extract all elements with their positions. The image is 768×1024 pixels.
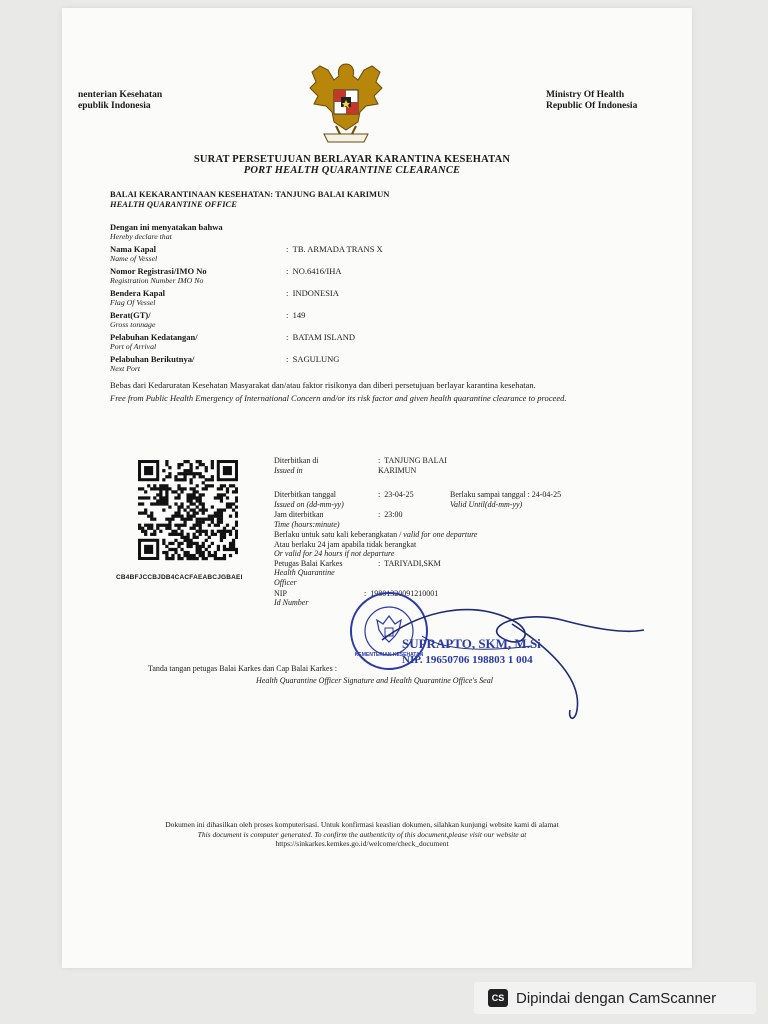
field-value: : SAGULUNG [286,354,340,364]
field-value: : BATAM ISLAND [286,332,355,342]
field-label-en: Gross tonnage [110,320,156,329]
field-row [110,288,630,310]
officer-label: Petugas Balai Karkes [274,558,343,568]
footer-line-id: Dokumen ini dihasilkan oleh proses komputerisasi. Untuk konfirmasi keaslian dokumen, silahkan kunjungi website kami di alamat [165,820,559,829]
document-footer [82,820,642,849]
time-row [274,510,654,530]
title-indonesian: SURAT PERSETUJUAN BERLAYAR KARANTINA KESEHATAN [193,154,511,165]
within-24h-note-id: Atau berlaku 24 jam apabila tidak berangkat [274,539,417,549]
field-label: Bendera Kapal [110,288,166,298]
issued-in-label: Diterbitkan di [274,456,319,465]
republic-name-id: epublik Indonesia [78,101,151,111]
camscanner-watermark [474,982,756,1014]
field-row [110,310,630,332]
officer-label-en-2: Officer [274,577,297,587]
issued-in-value: : TANJUNG BALAI KARIMUN [378,456,447,475]
qr-code-text: CB4BFJCCBJDB4CACFAEABCJGBAEI [116,574,243,581]
valid-until-value: 24-04-25 [531,490,562,499]
qr-code-block [116,460,243,581]
vessel-fields [110,244,630,376]
signatory-nip: NIP. 19650706 198803 1 004 [402,654,533,666]
officer-label-en: Health Quarantine [274,568,335,577]
camscanner-text: Dipindai dengan CamScanner [516,989,717,1007]
issued-in-row [274,456,654,490]
field-label: Pelabuhan Kedatangan/ [110,332,198,342]
valid-until-label-en: Valid Until(dd-mm-yy) [450,499,523,509]
field-value: : TB. ARMADA TRANS X [286,244,383,254]
issued-on-value: : 23-04-25 [378,490,414,499]
document-title [62,154,642,176]
field-row [110,244,630,266]
time-label-en: Time (hours:minute) [274,519,340,529]
issued-in-label-en: Issued in [274,465,303,475]
ministry-header-left [78,90,162,112]
field-value: : NO.6416/IHA [286,266,342,276]
document-page [62,8,692,968]
declaration [110,222,223,241]
valid-until-label: Berlaku sampai tanggal : 24-04-25 [450,490,562,499]
footer-line-en: This document is computer generated. To confirm the authenticity of this document,please visit our website at [197,829,527,839]
officer-value: : TARIYADI,SKM [378,558,441,568]
within-24h-note-en: Or valid for 24 hours if not departure [274,549,395,558]
signature-label-id: Tanda tangan petugas Balai Karkes dan Cap Balai Karkes : [148,664,337,673]
field-label-en: Name of Vessel [110,254,158,263]
declare-id: Dengan ini menyatakan bahwa [110,222,223,232]
time-label: Jam diterbitkan [274,510,324,519]
garuda-emblem-icon [306,56,386,148]
field-label: Nama Kapal [110,244,157,254]
field-label-en: Flag Of Vessel [110,298,156,307]
field-label: Nomor Registrasi/IMO No [110,266,207,276]
field-label: Berat(GT)/ [110,310,151,320]
republic-name-en: Republic Of Indonesia [546,101,638,111]
office-block [110,189,389,209]
qr-code-icon [138,460,238,568]
nip-value: : 19801320091210001 [364,588,439,598]
time-value: : 23:00 [378,510,403,519]
statement-id: Bebas dari Kedaruratan Kesehatan Masyarakat dan/atau faktor risikonya dan diberi persetujuan berlayar karantina kesehatan. [110,380,536,390]
officer-row [274,559,654,589]
office-value: TANJUNG BALAI KARIMUN [275,189,390,199]
nip-label: NIP [274,588,287,598]
issued-on-label: Diterbitkan tanggal [274,490,336,499]
office-label: BALAI KEKARANTINAAN KESEHATAN: [110,189,274,199]
office-label-en: HEALTH QUARANTINE OFFICE [110,199,237,209]
seal-text: KEMENTERIAN KESEHATAN [354,652,424,658]
signatory-name: SUPRAPTO, SKM, M.Si [402,636,541,651]
one-departure-note: Berlaku untuk satu kali keberangkatan / valid for one departure [274,530,478,539]
declare-en: Hereby declare that [110,232,172,241]
field-label: Pelabuhan Berikutnya/ [110,354,195,364]
statement-en: Free from Public Health Emergency of International Concern and/or its risk factor and given health quarantine clearance to proceed. [110,393,567,403]
field-value: : 149 [286,310,306,320]
title-english: PORT HEALTH QUARANTINE CLEARANCE [243,165,461,176]
field-label-en: Registration Number IMO No [110,276,204,285]
issued-on-label-en: Issued on (dd-mm-yy) [274,499,344,509]
camscanner-logo-icon: CS [488,989,508,1007]
field-label-en: Next Port [110,364,141,373]
issued-on-row [274,490,654,510]
issue-info [274,456,654,611]
ministry-name-id: nenterian Kesehatan [78,90,163,100]
verification-url: https://sinkarkes.kemkes.go.id/welcome/check_document [275,839,449,848]
nip-label-en: Id Number [274,598,309,607]
clearance-statement [110,380,570,403]
field-label-en: Port of Arrival [110,342,157,351]
field-row [110,266,630,288]
ministry-name-en: Ministry Of Health [546,90,625,100]
signature-label-en: Health Quarantine Officer Signature and Health Quarantine Office's Seal [256,676,493,685]
ministry-header-right [546,90,637,112]
field-row [110,354,630,376]
field-row [110,332,630,354]
field-value: : INDONESIA [286,288,339,298]
